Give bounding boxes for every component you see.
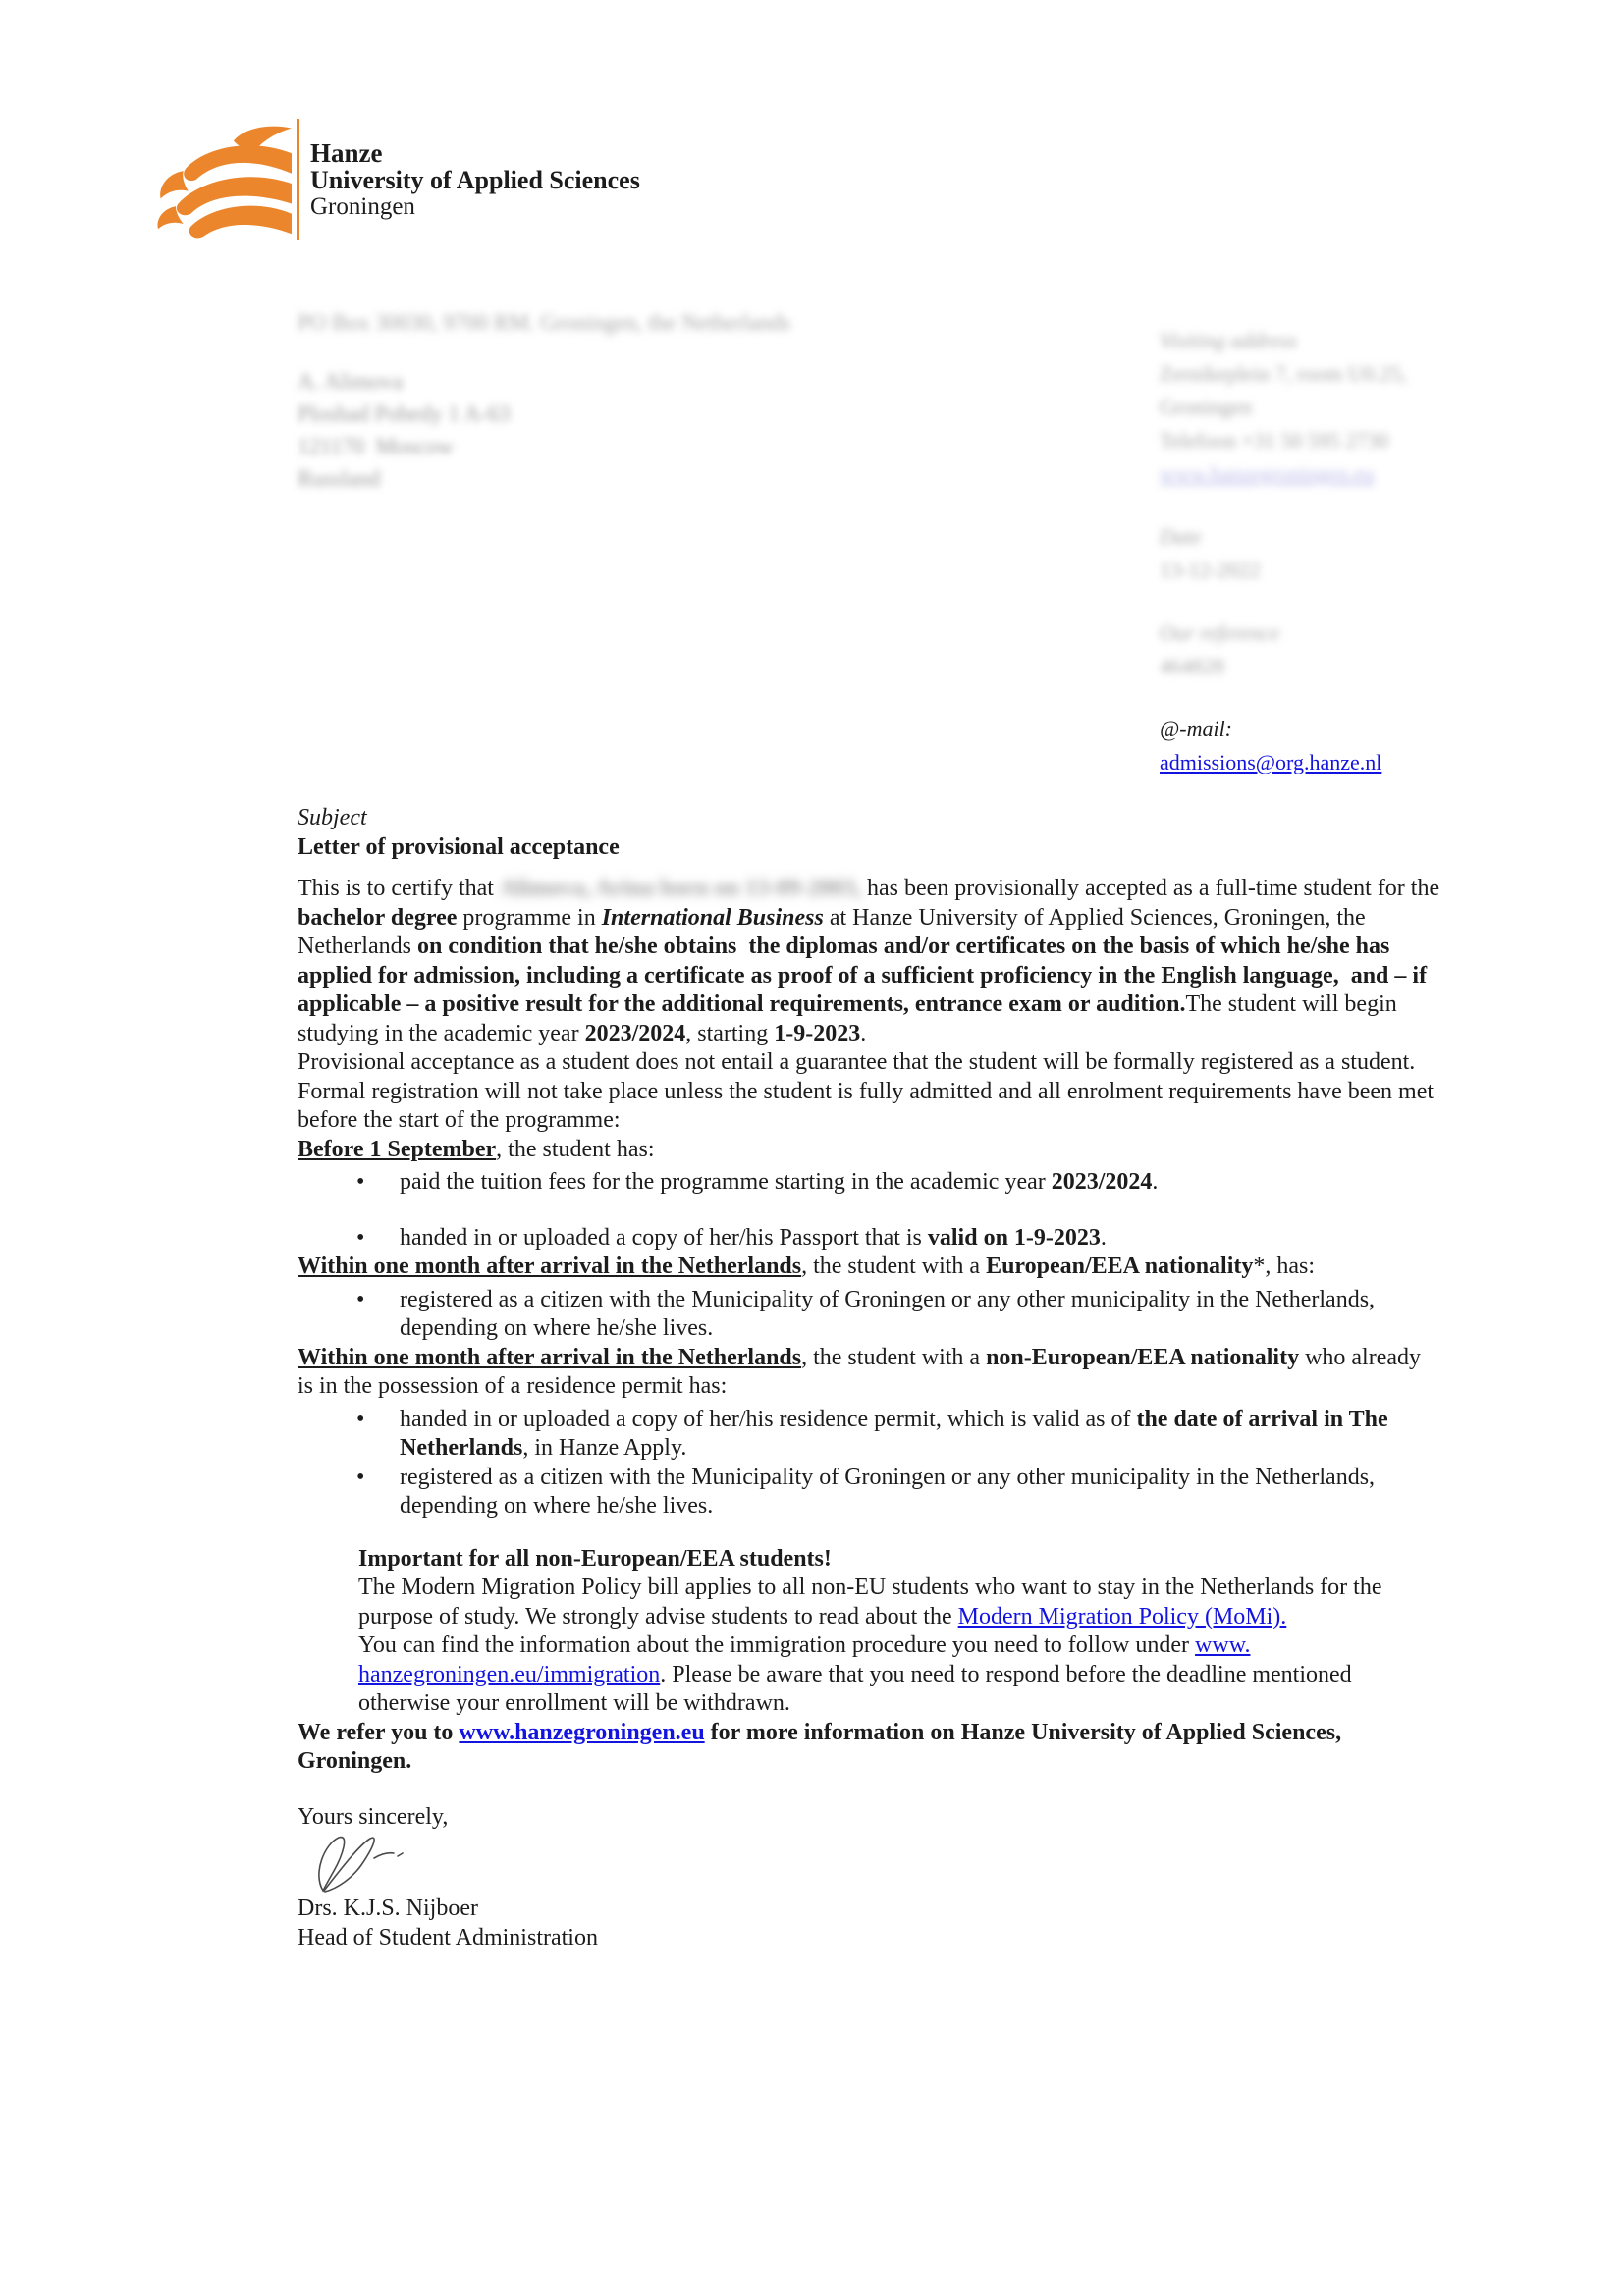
non-eea-requirements-list	[298, 1406, 1442, 1522]
text-run: programme in	[457, 904, 602, 931]
text-run: , starting	[685, 1020, 775, 1046]
closing-salutation: Yours sincerely,	[298, 1803, 449, 1830]
visiting-address-label: Visiting address	[1160, 328, 1297, 352]
nationality-type: non-European/EEA nationality	[986, 1344, 1300, 1370]
text-run: , the student with a	[801, 1254, 987, 1279]
signature-block	[298, 1803, 1442, 1953]
hanze-website-link[interactable]: www.hanzegroningen.eu	[459, 1719, 705, 1745]
website-link[interactable]: www.hanzegroningen.eu	[1160, 461, 1375, 486]
phone-number: Telefoon +31 50 595 2730	[1160, 428, 1389, 453]
text-run: .	[860, 1020, 867, 1046]
list-item: • registered as a citizen with the Municipality of Groningen or any other municipality in the Netherlands, depending on where he/she lives.	[298, 1286, 1442, 1344]
date-value: 13-12-2022	[1160, 558, 1261, 582]
academic-year: 2023/2024	[584, 1020, 686, 1046]
recipient-country: Russland	[298, 466, 381, 491]
admissions-email-link[interactable]: admissions@org.hanze.nl	[1160, 750, 1382, 774]
text-run: .	[1100, 1224, 1107, 1251]
text-run: , in Hanze Apply.	[522, 1435, 687, 1461]
visiting-address-line2: Groningen	[1160, 395, 1253, 419]
text-run: The Modern Migration Policy bill applies to all non-EU students who want to stay in the Netherlands for the purpose of study. We strongly advise students to read about the	[358, 1575, 1382, 1629]
logo-wordmark	[310, 140, 640, 220]
important-note	[358, 1545, 1385, 1719]
para-provisional: Provisional acceptance as a student does not entail a guarantee that the student will be formally registered as a student. Formal registration will not take place unless the student is fully admitted and all enrolment requirements have been met before the start of the programme:	[298, 1049, 1435, 1133]
sender-return-address: PO Box 30030, 9700 RM. Groningen, the Netherlands	[298, 310, 791, 335]
logo-city: Groningen	[310, 193, 415, 220]
logo-divider-rule	[297, 119, 299, 240]
student-name-redacted: Alimova, Arina born on 13-09-2003,	[499, 876, 861, 901]
para-certification	[298, 875, 1442, 1048]
text-run: This is to certify that	[298, 876, 500, 901]
hanze-logo-flame-icon	[155, 126, 295, 241]
important-heading	[358, 1545, 1385, 1575]
heading-before-september	[298, 1136, 1442, 1165]
subject-block	[298, 803, 620, 862]
momi-policy-link[interactable]: Modern Migration Policy (MoMi).	[957, 1603, 1287, 1629]
eea-requirements-list	[298, 1286, 1442, 1344]
text-run-bold: We refer you to	[298, 1719, 460, 1745]
permit-validity: the date of arrival in The Netherlands	[400, 1406, 1388, 1461]
before-september-list	[298, 1168, 1442, 1253]
visiting-address-line1: Zernikeplein 7, room U0.25,	[1160, 361, 1407, 386]
text-run: , the student with a	[801, 1344, 987, 1370]
signer-name: Drs. K.J.S. Nijboer	[298, 1896, 478, 1921]
academic-year: 2023/2024	[1051, 1169, 1153, 1195]
text-run-bold: bachelor degree	[298, 904, 458, 931]
text-run: .	[1152, 1169, 1159, 1195]
email-label: @-mail:	[1160, 717, 1233, 741]
recipient-address	[298, 365, 511, 495]
list-item	[298, 1224, 1442, 1254]
text-run: . Please be aware that you need to respond before the deadline mentioned otherwise your enrollment will be withdrawn.	[358, 1661, 1352, 1716]
list-item: • registered as a citizen with the Municipality of Groningen or any other municipality in the Netherlands, depending on where he/she lives.	[298, 1464, 1442, 1522]
passport-validity: valid on 1-9-2023	[927, 1224, 1101, 1251]
text-run: has been provisionally accepted as a full-time student for the	[860, 876, 1440, 901]
recipient-name: A. Alimova	[298, 369, 404, 394]
recipient-street: Ploshad Pobedy 1 A-63	[298, 401, 511, 426]
immigration-link[interactable]: www. hanzegroningen.eu/immigration	[358, 1632, 1251, 1687]
text-run: handed in or uploaded a copy of her/his residence permit, which is valid as of	[400, 1406, 1137, 1432]
para-refer	[298, 1719, 1442, 1777]
important-text	[358, 1574, 1385, 1719]
text-run: , the student has:	[496, 1136, 655, 1162]
signature-scribble-icon	[313, 1834, 421, 1895]
info-panel	[1160, 324, 1484, 779]
list-item	[298, 1168, 1442, 1198]
nationality-type: European/EEA nationality	[986, 1254, 1254, 1279]
date-label: Date	[1160, 524, 1202, 549]
text-run: *, has:	[1253, 1254, 1316, 1279]
start-date: 1-9-2023	[774, 1020, 861, 1046]
subject-title: Letter of provisional acceptance	[298, 834, 620, 860]
list-item	[298, 1406, 1442, 1464]
text-run: The student will begin studying in the academic year	[298, 991, 1397, 1046]
logo-subname: University of Applied Sciences	[310, 166, 640, 194]
deadline-heading: Within one month after arrival in the Netherlands	[298, 1344, 802, 1370]
programme-name: International Business	[601, 904, 824, 931]
logo-name: Hanze	[310, 138, 383, 168]
letter-body	[298, 875, 1442, 1952]
important-title: Important for all non-European/EEA students!	[358, 1545, 832, 1572]
text-run: at Hanze University of Applied Sciences, Groningen, the Netherlands	[298, 904, 1366, 959]
deadline-heading: Before 1 September	[298, 1136, 497, 1162]
reference-label: Our reference	[1160, 620, 1280, 645]
subject-label: Subject	[298, 805, 367, 830]
condition-clause: on condition that he/she obtains the diplomas and/or certificates on the basis of which he/she has applied for admission, including a certificate as proof of a sufficient proficiency in the English language, and – if applicable – a positive result for the additional requirements, entrance exam or audition.	[298, 934, 1428, 1017]
text-run: You can find the information about the immigration procedure you need to follow under	[358, 1632, 1196, 1658]
reference-value: 464828	[1160, 654, 1224, 678]
text-run: who already is in the possession of a residence permit has:	[298, 1344, 1422, 1399]
text-run: handed in or uploaded a copy of her/his Passport that is	[400, 1224, 928, 1251]
signer-title: Head of Student Administration	[298, 1924, 598, 1950]
heading-non-eea-arrival	[298, 1344, 1442, 1402]
text-run-bold: for more information on Hanze University of Applied Sciences, Groningen.	[298, 1719, 1342, 1774]
deadline-heading: Within one month after arrival in the Netherlands	[298, 1254, 802, 1279]
recipient-city: 121170 Moscow	[298, 434, 454, 458]
text-run: paid the tuition fees for the programme starting in the academic year	[400, 1169, 1052, 1195]
signer-identity	[298, 1895, 1442, 1952]
heading-eea-arrival	[298, 1253, 1442, 1282]
